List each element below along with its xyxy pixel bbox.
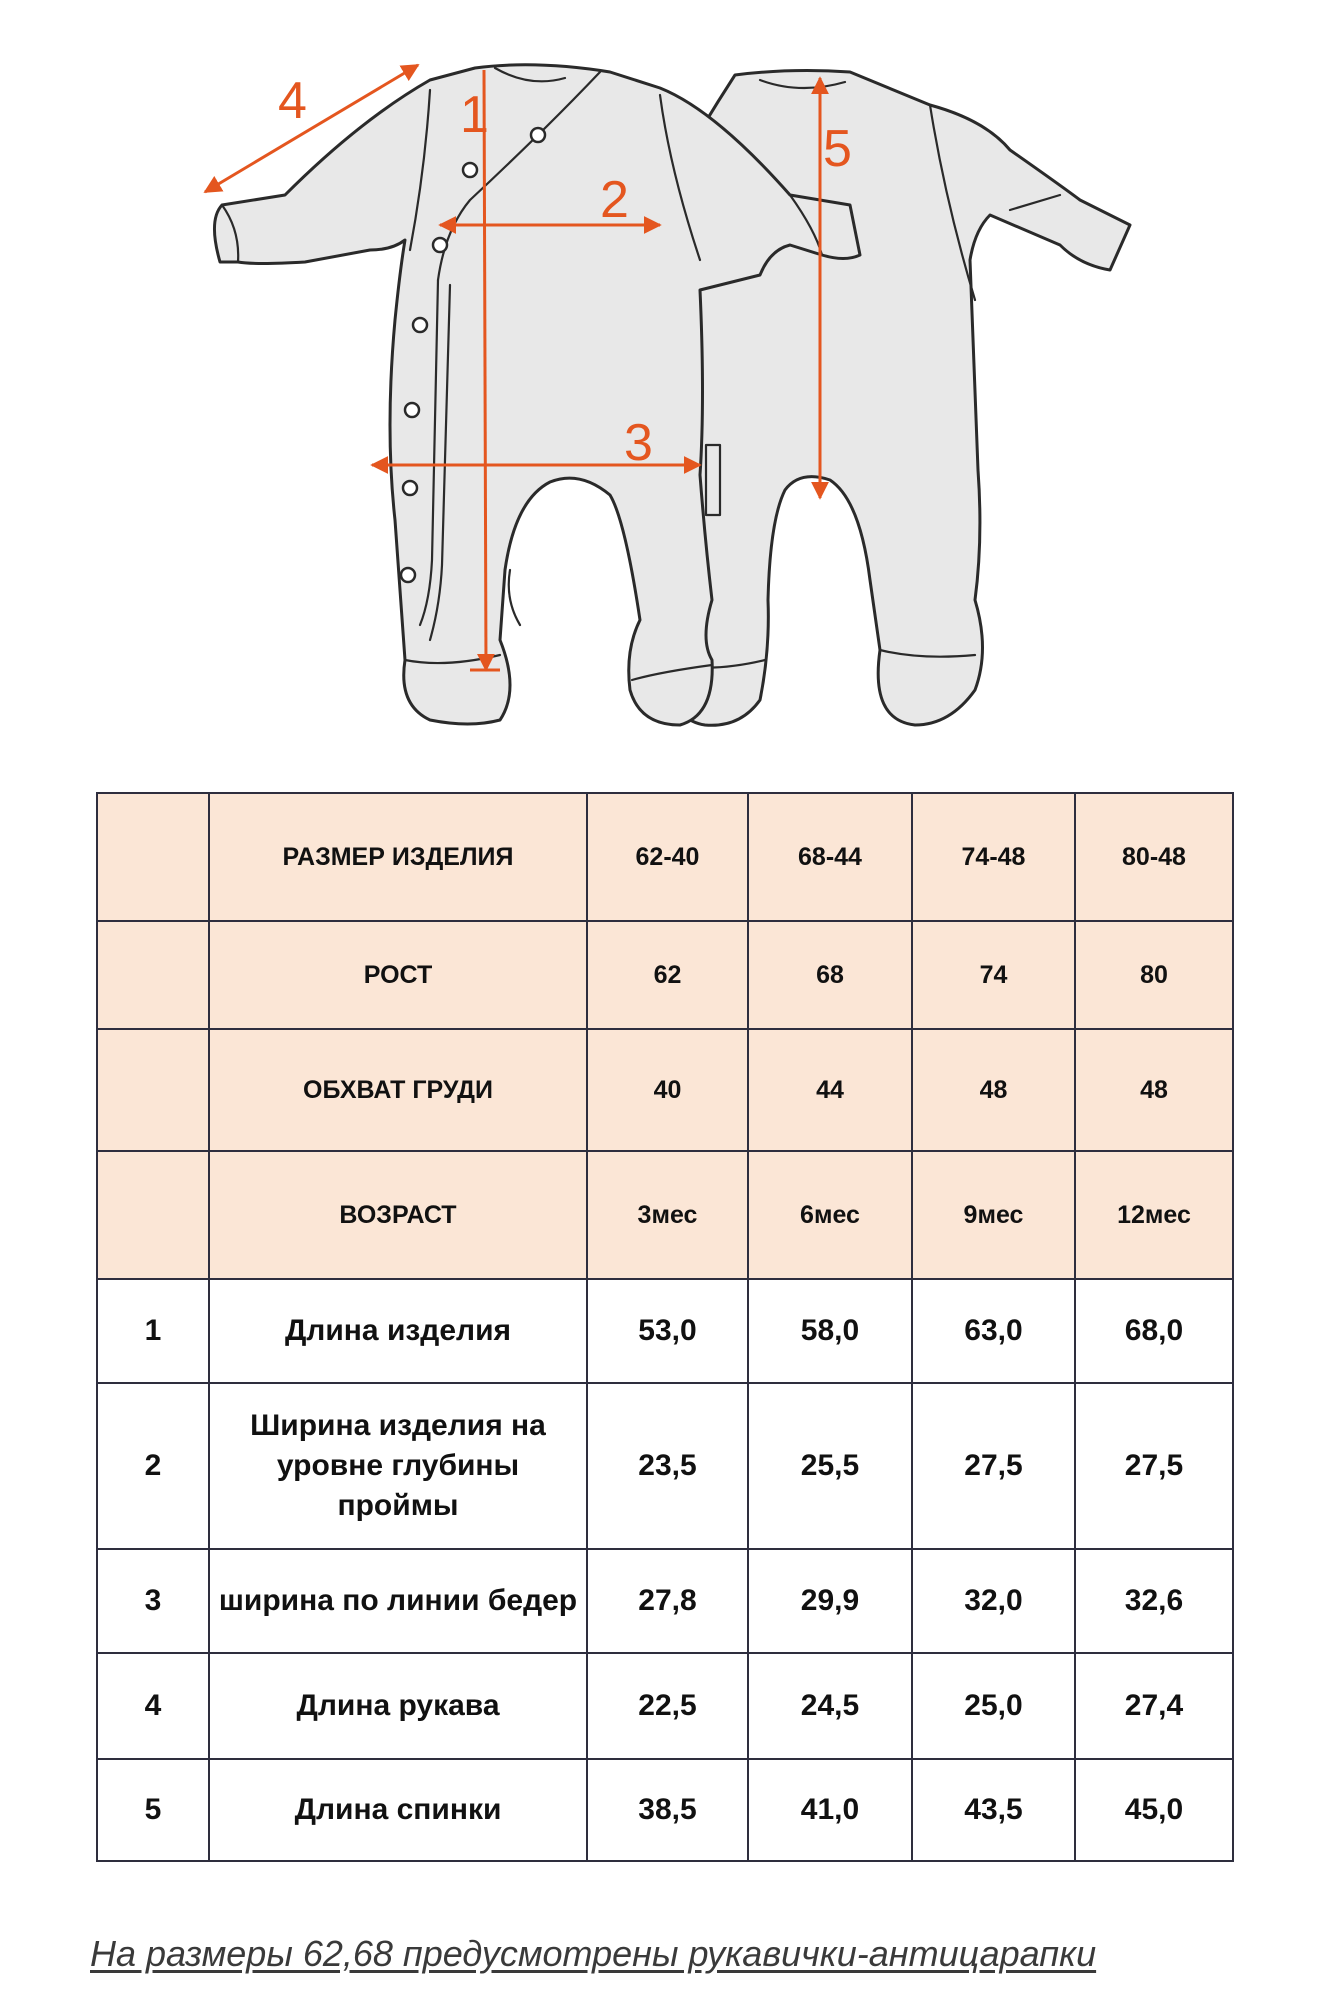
table-cell: 27,8 (587, 1549, 748, 1653)
measure-label-4: 4 (278, 72, 307, 130)
table-cell: 22,5 (587, 1653, 748, 1759)
table-cell: 27,5 (912, 1383, 1075, 1549)
row-number: 4 (97, 1653, 209, 1759)
measure-label-2: 2 (600, 171, 629, 229)
table-cell: 53,0 (587, 1279, 748, 1383)
table-cell: 38,5 (587, 1759, 748, 1861)
table-cell: 45,0 (1075, 1759, 1233, 1861)
table-cell: 62-40 (587, 793, 748, 921)
table-cell: 24,5 (748, 1653, 912, 1759)
table-row (97, 1653, 1233, 1759)
table-cell: 9мес (912, 1151, 1075, 1279)
row-label: ОБХВАТ ГРУДИ (209, 1029, 587, 1151)
table-cell: 68-44 (748, 793, 912, 921)
row-number (97, 1029, 209, 1151)
row-number (97, 793, 209, 921)
table-cell: 63,0 (912, 1279, 1075, 1383)
table-row (97, 921, 1233, 1029)
row-number: 5 (97, 1759, 209, 1861)
row-label: Длина изделия (209, 1279, 587, 1383)
table-cell: 68,0 (1075, 1279, 1233, 1383)
row-number: 2 (97, 1383, 209, 1549)
table-cell: 6мес (748, 1151, 912, 1279)
table-cell: 43,5 (912, 1759, 1075, 1861)
row-number: 3 (97, 1549, 209, 1653)
table-cell: 48 (912, 1029, 1075, 1151)
table-cell: 44 (748, 1029, 912, 1151)
table-row (97, 1549, 1233, 1653)
table-cell: 27,4 (1075, 1653, 1233, 1759)
measure-label-3: 3 (624, 414, 653, 472)
row-number: 1 (97, 1279, 209, 1383)
table-cell: 3мес (587, 1151, 748, 1279)
table-cell: 32,6 (1075, 1549, 1233, 1653)
table-cell: 80 (1075, 921, 1233, 1029)
table-cell: 58,0 (748, 1279, 912, 1383)
row-number (97, 1151, 209, 1279)
table-row (97, 793, 1233, 921)
table-cell: 23,5 (587, 1383, 748, 1549)
table-row (97, 1383, 1233, 1549)
table-cell: 74 (912, 921, 1075, 1029)
row-label: РОСТ (209, 921, 587, 1029)
table-row (97, 1029, 1233, 1151)
table-cell: 41,0 (748, 1759, 912, 1861)
row-label: Длина рукава (209, 1653, 587, 1759)
table-cell: 25,0 (912, 1653, 1075, 1759)
table-row (97, 1759, 1233, 1861)
row-label: ВОЗРАСТ (209, 1151, 587, 1279)
table-row (97, 1151, 1233, 1279)
table-cell: 62 (587, 921, 748, 1029)
table-cell: 32,0 (912, 1549, 1075, 1653)
garment-diagram (0, 0, 1325, 760)
row-label: ширина по линии бедер (209, 1549, 587, 1653)
row-label: Ширина изделия на уровне глубины проймы (209, 1383, 587, 1549)
row-number (97, 921, 209, 1029)
size-chart-table (96, 792, 1234, 1862)
table-row (97, 1279, 1233, 1383)
footnote: На размеры 62,68 предусмотрены рукавички-антицарапки (90, 1933, 1097, 1974)
measure-label-5: 5 (823, 120, 852, 178)
table-cell: 12мес (1075, 1151, 1233, 1279)
table-cell: 68 (748, 921, 912, 1029)
measure-label-1: 1 (460, 86, 489, 144)
measure-line-1 (484, 70, 486, 670)
table-cell: 74-48 (912, 793, 1075, 921)
table-cell: 25,5 (748, 1383, 912, 1549)
table-cell: 29,9 (748, 1549, 912, 1653)
table-cell: 27,5 (1075, 1383, 1233, 1549)
table-cell: 48 (1075, 1029, 1233, 1151)
row-label: Длина спинки (209, 1759, 587, 1861)
table-cell: 40 (587, 1029, 748, 1151)
row-label: РАЗМЕР ИЗДЕЛИЯ (209, 793, 587, 921)
table-cell: 80-48 (1075, 793, 1233, 921)
